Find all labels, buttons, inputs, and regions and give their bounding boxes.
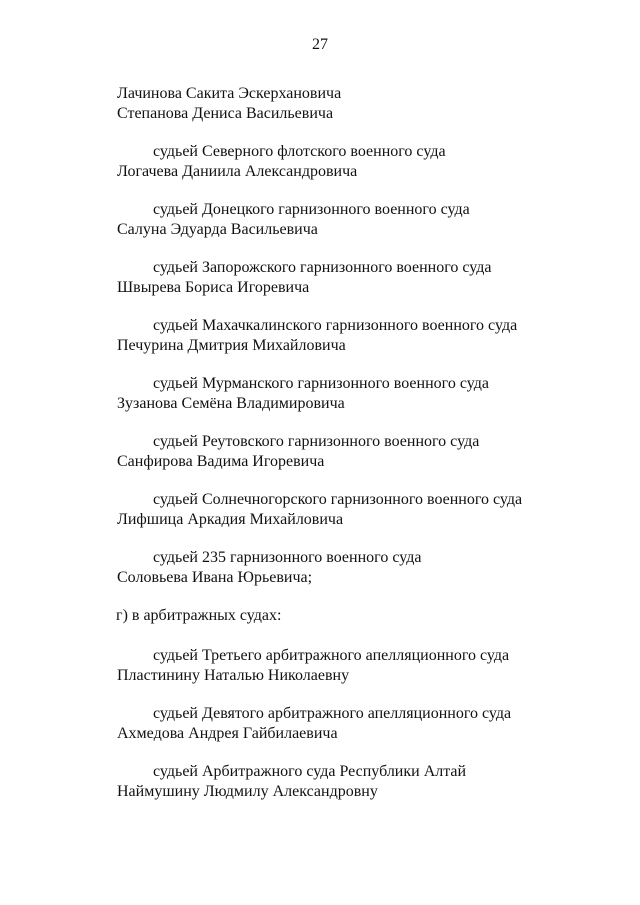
person-name: Печурина Дмитрия Михайловича — [117, 337, 346, 354]
court-position: судьей Донецкого гарнизонного военного суда — [153, 201, 470, 218]
court-position: судьей Арбитражного суда Республики Алтай — [153, 763, 467, 780]
court-position: судьей Девятого арбитражного апелляционного суда — [153, 705, 512, 722]
person-name: Швырева Бориса Игоревича — [117, 279, 310, 296]
person-name: Лифшица Аркадия Михайловича — [117, 511, 344, 528]
court-position: судьей Северного флотского военного суда — [153, 143, 446, 160]
court-position: судьей Третьего арбитражного апелляционного суда — [153, 647, 510, 664]
court-position: судьей Махачкалинского гарнизонного военного суда — [153, 317, 518, 334]
person-name: Логачева Даниила Александровича — [117, 163, 358, 180]
court-position: судьей Мурманского гарнизонного военного суда — [153, 375, 489, 392]
person-name: Степанова Дениса Васильевича — [117, 105, 334, 122]
court-position: судьей 235 гарнизонного военного суда — [153, 549, 422, 566]
person-name: Соловьева Ивана Юрьевича; — [117, 569, 313, 586]
person-name: Лачинова Сакита Эскерхановича — [117, 85, 342, 102]
person-name: Пластинину Наталью Николаевну — [117, 667, 350, 684]
person-name: Санфирова Вадима Игоревича — [117, 453, 325, 470]
person-name: Ахмедова Андрея Гайбилаевича — [117, 725, 338, 742]
court-position: судьей Реутовского гарнизонного военного суда — [153, 433, 480, 450]
section-heading: г) в арбитражных судах: — [116, 607, 282, 624]
person-name: Наймушину Людмилу Александровну — [117, 783, 378, 800]
court-position: судьей Солнечногорского гарнизонного военного суда — [153, 491, 523, 508]
page-number: 27 — [312, 36, 328, 53]
person-name: Зузанова Семёна Владимировича — [117, 395, 345, 412]
court-position: судьей Запорожского гарнизонного военного суда — [153, 259, 492, 276]
person-name: Салуна Эдуарда Васильевича — [117, 221, 318, 238]
